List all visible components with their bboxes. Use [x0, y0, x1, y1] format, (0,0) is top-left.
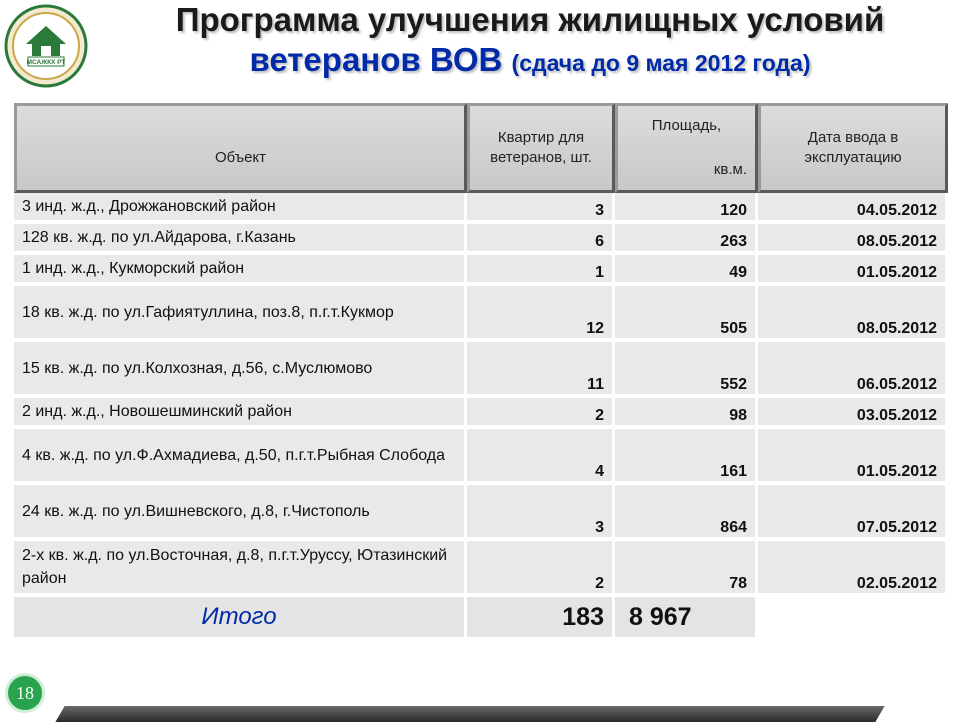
cell-object: 4 кв. ж.д. по ул.Ф.Ахмадиева, д.50, п.г.т.Рыбная Слобода	[14, 429, 467, 485]
cell-apartments: 12	[467, 286, 615, 342]
header-area-bottom: кв.м.	[713, 161, 747, 178]
cell-object: 128 кв. ж.д. по ул.Айдарова, г.Казань	[14, 224, 467, 255]
title-line2-main: ветеранов ВОВ	[249, 41, 503, 78]
cell-area: 161	[615, 429, 758, 485]
cell-date: 08.05.2012	[758, 286, 948, 342]
cell-object: 2 инд. ж.д., Новошешминский район	[14, 398, 467, 429]
total-area: 8 967	[615, 597, 758, 641]
table-row	[14, 541, 948, 597]
cell-apartments: 3	[467, 485, 615, 541]
table-row	[14, 286, 948, 342]
slide-title	[100, 0, 960, 83]
cell-apartments: 1	[467, 255, 615, 286]
cell-area: 78	[615, 541, 758, 597]
title-line2	[100, 40, 960, 83]
cell-apartments: 6	[467, 224, 615, 255]
cell-apartments: 2	[467, 541, 615, 597]
logo-text: МСАЖКХ РТ	[26, 59, 66, 66]
total-apartments: 183	[467, 597, 615, 641]
cell-apartments: 11	[467, 342, 615, 398]
cell-area: 505	[615, 286, 758, 342]
table-row	[14, 398, 948, 429]
cell-area: 864	[615, 485, 758, 541]
cell-date: 04.05.2012	[758, 193, 948, 224]
cell-area: 552	[615, 342, 758, 398]
header-area	[615, 103, 758, 193]
title-line2-sub: (сдача до 9 мая 2012 года)	[511, 50, 811, 76]
total-date-empty	[758, 597, 948, 641]
cell-date: 07.05.2012	[758, 485, 948, 541]
cell-date: 06.05.2012	[758, 342, 948, 398]
title-line1: Программа улучшения жилищных условий	[175, 1, 885, 38]
cell-area: 263	[615, 224, 758, 255]
cell-date: 02.05.2012	[758, 541, 948, 597]
cell-apartments: 4	[467, 429, 615, 485]
total-label: Итого	[14, 597, 467, 641]
cell-object: 3 инд. ж.д., Дрожжановский район	[14, 193, 467, 224]
cell-date: 01.05.2012	[758, 255, 948, 286]
cell-apartments: 2	[467, 398, 615, 429]
table-row	[14, 224, 948, 255]
cell-area: 49	[615, 255, 758, 286]
cell-object: 1 инд. ж.д., Кукморский район	[14, 255, 467, 286]
veterans-housing-table	[14, 103, 948, 641]
table-row	[14, 485, 948, 541]
header-date: Дата ввода в эксплуатацию	[758, 103, 948, 193]
cell-area: 98	[615, 398, 758, 429]
cell-object: 15 кв. ж.д. по ул.Колхозная, д.56, с.Муслюмово	[14, 342, 467, 398]
table-row	[14, 255, 948, 286]
cell-date: 03.05.2012	[758, 398, 948, 429]
page-number-badge: 18	[8, 676, 42, 710]
header-apartments: Квартир для ветеранов, шт.	[467, 103, 615, 193]
cell-date: 01.05.2012	[758, 429, 948, 485]
table-header-row	[14, 103, 948, 193]
table-row	[14, 193, 948, 224]
table-row	[14, 429, 948, 485]
ministry-logo	[4, 4, 88, 88]
cell-object: 24 кв. ж.д. по ул.Вишневского, д.8, г.Чистополь	[14, 485, 467, 541]
header-area-top: Площадь,	[651, 117, 722, 134]
cell-object: 18 кв. ж.д. по ул.Гафиятуллина, поз.8, п.г.т.Кукмор	[14, 286, 467, 342]
total-row	[14, 597, 948, 641]
cell-apartments: 3	[467, 193, 615, 224]
table-row	[14, 342, 948, 398]
cell-area: 120	[615, 193, 758, 224]
cell-date: 08.05.2012	[758, 224, 948, 255]
cell-object: 2-х кв. ж.д. по ул.Восточная, д.8, п.г.т.Уруссу, Ютазинский район	[14, 541, 467, 597]
header-object: Объект	[14, 103, 467, 193]
